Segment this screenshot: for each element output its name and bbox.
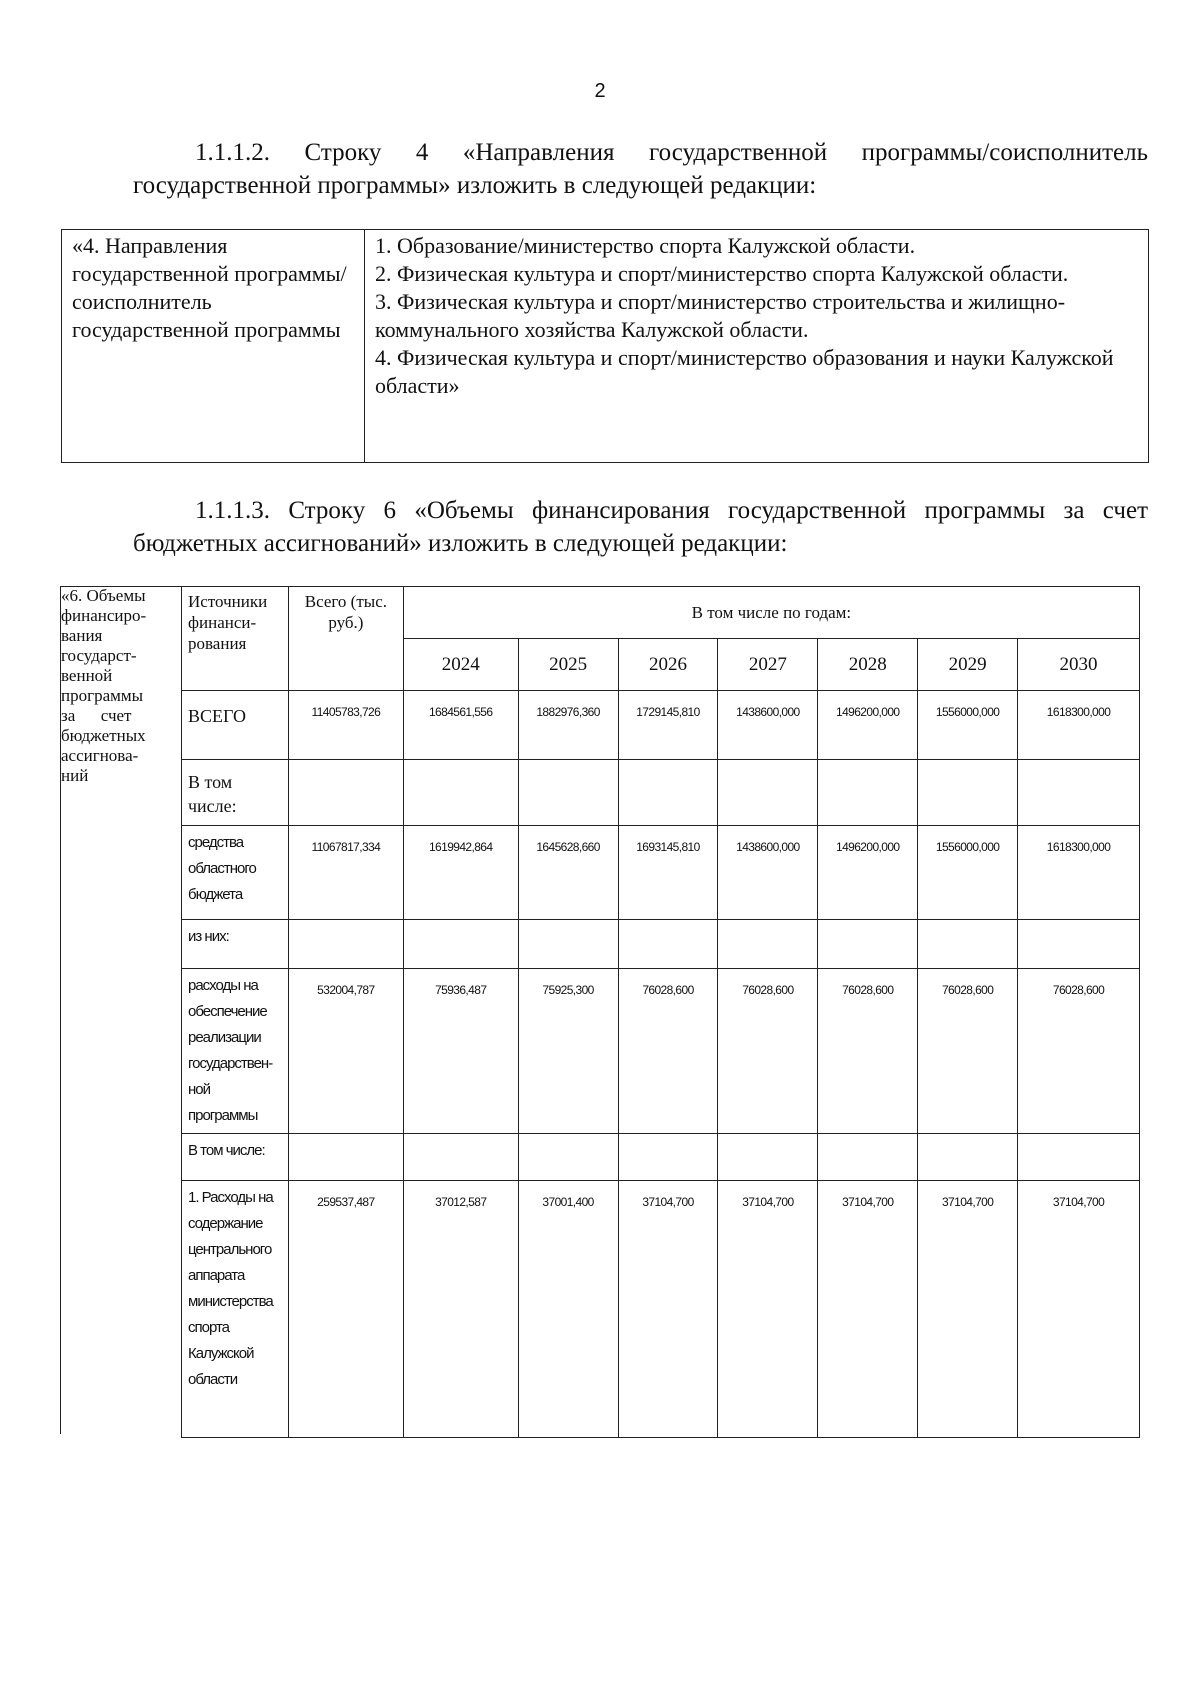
row-value: 37104,700 (818, 1181, 918, 1438)
table-row (182, 1181, 1140, 1438)
paragraph-1-1-1-2: 1.1.1.2. Строку 4 «Направления государственной программы/соисполнитель государственной программы» изложить в следующей редакции: (133, 139, 1148, 199)
row-value: 76028,600 (818, 969, 918, 1134)
table-row (182, 760, 1140, 826)
row-value: 1619942,864 (403, 826, 518, 920)
direction-item: 3. Физическая культура и спорт/министерство строительства и жилищно-коммунального хозяйства Калужской области. (375, 289, 1066, 342)
finance-label-line: венной (61, 666, 113, 685)
row-label: расходы на обеспечение реализации государствен- ной программы (182, 969, 289, 1134)
row-value: 37104,700 (1018, 1181, 1140, 1438)
table-row (182, 969, 1140, 1134)
row-value: 37001,400 (518, 1181, 618, 1438)
row-total: 11405783,726 (288, 691, 403, 760)
page-number: 2 (594, 80, 606, 102)
row-label: из них: (182, 920, 289, 969)
header-by-years: В том числе по годам: (403, 587, 1139, 639)
finance-label-line: «6. Объемы (61, 586, 146, 605)
row-label: ВСЕГО (182, 691, 289, 760)
row-value: 1618300,000 (1018, 826, 1140, 920)
table-row (182, 691, 1140, 760)
year-cell: 2025 (518, 639, 618, 691)
row-total: 259537,487 (288, 1181, 403, 1438)
row-value: 1496200,000 (818, 691, 918, 760)
direction-item: 1. Образование/министерство спорта Калужской области. (375, 233, 916, 258)
row-value: 1729145,810 (618, 691, 718, 760)
row-value: 1496200,000 (818, 826, 918, 920)
row-value: 1684561,556 (403, 691, 518, 760)
year-cell: 2028 (818, 639, 918, 691)
year-cell: 2029 (918, 639, 1018, 691)
directions-table (61, 229, 1149, 463)
row-label: 1. Расходы на содержание центрального аппарата министерства спорта Калужской области (182, 1181, 289, 1438)
row-label: В том числе: (182, 760, 289, 826)
finance-label-line: ассигнова- (61, 746, 139, 765)
year-cell: 2026 (618, 639, 718, 691)
table-row (182, 1134, 1140, 1181)
paragraph-1-1-1-3: 1.1.1.3. Строку 6 «Объемы финансирования государственной программы за счет бюджетных ассигнований» изложить в следующей редакции: (133, 497, 1148, 557)
row-value: 76028,600 (918, 969, 1018, 1134)
row-label: средства областного бюджета (182, 826, 289, 920)
finance-label-line: бюджетных (61, 726, 146, 745)
table-row (182, 826, 1140, 920)
year-cell: 2027 (718, 639, 818, 691)
finance-label-line: программы (61, 686, 144, 705)
finance-label-line: вания (61, 626, 103, 645)
row-label: В том числе: (182, 1134, 289, 1181)
finance-label-line: ний (61, 766, 89, 785)
directions-table-items (365, 230, 1149, 463)
finance-label-line: за счет (61, 706, 132, 725)
row-value: 1618300,000 (1018, 691, 1140, 760)
finance-label-line: государст- (61, 646, 137, 665)
row-value: 75925,300 (518, 969, 618, 1134)
row-value: 76028,600 (718, 969, 818, 1134)
year-cell: 2030 (1018, 639, 1140, 691)
row-value: 1693145,810 (618, 826, 718, 920)
direction-item: 2. Физическая культура и спорт/министерство спорта Калужской области. (375, 261, 1069, 286)
row-value: 1438600,000 (718, 826, 818, 920)
row-value: 37012,587 (403, 1181, 518, 1438)
row-total: 532004,787 (288, 969, 403, 1134)
row-value: 75936,487 (403, 969, 518, 1134)
row-value: 1556000,000 (918, 691, 1018, 760)
row-total: 11067817,334 (288, 826, 403, 920)
header-total: Всего (тыс. руб.) (288, 587, 403, 691)
direction-item: 4. Физическая культура и спорт/министерство образования и науки Калужской области» (375, 345, 1114, 398)
row-value: 76028,600 (618, 969, 718, 1134)
table-row (182, 920, 1140, 969)
row-value: 1882976,360 (518, 691, 618, 760)
directions-table-label: «4. Направления государственной программы/соисполнитель государственной программы (62, 230, 365, 463)
year-cell: 2024 (403, 639, 518, 691)
row-value: 1556000,000 (918, 826, 1018, 920)
finance-row-label (61, 586, 181, 786)
row-value: 76028,600 (1018, 969, 1140, 1134)
finance-table (181, 586, 1140, 1438)
row-value: 37104,700 (918, 1181, 1018, 1438)
row-value: 37104,700 (618, 1181, 718, 1438)
row-value: 37104,700 (718, 1181, 818, 1438)
row-value: 1438600,000 (718, 691, 818, 760)
header-sources: Источники финанси- рования (182, 587, 289, 691)
row-value: 1645628,660 (518, 826, 618, 920)
finance-label-line: финансиро- (61, 606, 147, 625)
